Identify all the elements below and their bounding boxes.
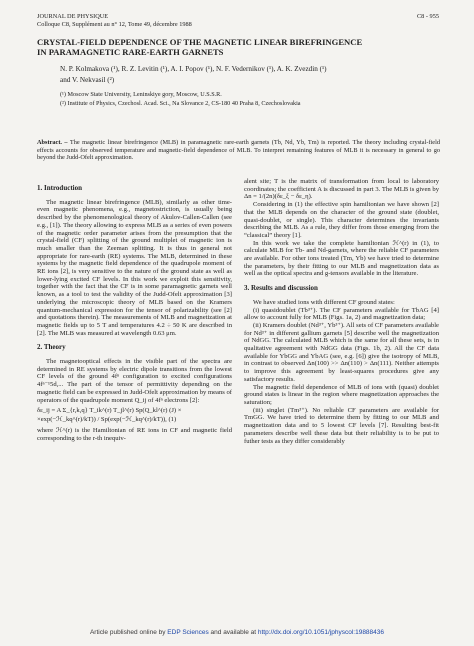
footer-middle: and available at (208, 629, 258, 636)
footer-prefix: Article published online by (89, 629, 168, 636)
paragraph: (iii) singlet (Tm³⁺). No reliable CF parameters are available for TmGG. We have tried to determine them by fitting to our MLB and magnetization data and to 5 lowest CF levels [7]. Resulting best-fit parameters describe well these data but their reliability is to be put to futher tests as they differ considerably (244, 406, 439, 445)
equation-line: ×exp(−ℋ_kq^(r)/kT)) / Sp(exp(−ℋ_kq^(r)/kT)), (1) (37, 415, 177, 423)
affiliation-2: (²) Institute of Physics, Czechosl. Acad. Sci., Na Slovance 2, CS-180 40 Praha 8, Czechoslovakia (60, 100, 301, 107)
paragraph: The magnetic field dependence of MLB of ions with (quasi) doublet ground states is linear in the region where magnetization approaches the saturation; (244, 383, 439, 406)
left-column (37, 178, 232, 443)
paragraph: In this work we take the complete hamiltonian ℋ^(r) in (1), to calculate MLB for Tb- and Nd-garnets, where the reliable CF parameters are available. For other ions treated (Tm, Yb) we have tried to determine the parameters, by their fitting to our MLB and magnetization data as well as the optical spectra and g-tensors available in the literature. (244, 239, 439, 278)
abstract-label: Abstract. – (37, 139, 68, 146)
author-line: N. P. Kolmakova (¹), R. Z. Levitin (¹), A. I. Popov (¹), N. F. Vedernikov (¹), A. K. Zvezdin (¹) (60, 65, 327, 73)
equation-line: δε_ij = A Σ_{r,k,q} T_ik^(r) T_jl^(r) Sp(Q_kl^(r) (J) × (37, 407, 182, 415)
abstract-text: The magnetic linear birefringence (MLB) in paramagnetic rare-earth garnets (Tb, Nd, Yb, Tm) is reported. The theory including crystal-field effects accounts for observed temperature and magnetic-field dependence of MLB. To interpret remaining features of MLB it is necessary in general to go beyond the Judd-Ofelt approximation. (37, 139, 440, 162)
paragraph: (i) quasidoublet (Tb³⁺). The CF parameters available for TbAG [4] allow to account fully for MLB (Figs. 1a, 2) and magnetization data; (244, 306, 439, 322)
paragraph: We have studied ions with different CF ground states: (253, 298, 395, 306)
affiliation-1: (¹) Moscow State University, Leninskiye gory, Moscow, U.S.S.R. (60, 91, 222, 98)
section-heading-introduction: 1. Introduction (37, 184, 82, 192)
journal-name: JOURNAL DE PHYSIQUE (37, 13, 109, 20)
equation-1 (37, 407, 232, 424)
edp-sciences-link[interactable]: EDP Sciences (167, 629, 209, 636)
section-heading-theory: 2. Theory (37, 343, 66, 352)
section-heading-results: 3. Results and discussion (244, 284, 318, 293)
right-column (244, 178, 439, 445)
paragraph: (ii) Kramers doublet (Nd³⁺, Yb³⁺). All sets of CF parameters available for Nd³⁺ in different gallium garnets [5] describe well the magnetization of NdGG. The calculated MLB which is the same for all these sets, is in qualitative agreement with NdGG data (Figs. 1b, 2). All the CF data available for YbGG and YbAG (see, e.g. [6]) give the isotropy of MLB, in contrast to observed Δn(100) >> Δn(110) > Δn(111). Neither attempts to improve this agreement by least-squares procedures give any satisfactory results. (244, 321, 439, 383)
author-list (60, 64, 440, 86)
page-number: C8 - 955 (416, 13, 439, 20)
title-line: CRYSTAL-FIELD DEPENDENCE OF THE MAGNETIC LINEAR BIREFRINGENCE (37, 37, 363, 47)
paper-title (37, 37, 437, 57)
paragraph: The magnetic linear birefringence (MLB), similarly as other time-even magnetic phenomena, e.g., magnetostriction, is usually being described by the phenomenological theory of Akulov-Callen-Callen (see e.g., [1]). The theory allowing to express MLB as a series of even powers of the magnetic order parameter arises from the presumption that the crystal-field (CF) splitting of the ground multiplet of magnetic ion is much smaller than the Zeeman splitting. It is thus in general not appropriate for rare-earth (RE) systems. The MLB, determined in these systems by the magnetic field dependence of the quadrupole moment of RE ions [2], is very sensitive to the nature of the ground state as well as lower-lying excited CF levels. In this work we exploit this sensitivity, together with the fact that the CF is in some paramagnetic garnets well known, as a tool to test the validity of the Judd-Ofelt approximation [3] underlying the microscopic theory of MLB based on the Kramers quantum-mechanical expression for the tensor of polarizability (see [2] and quotations therein). The measurements of MLB and magnetization at magnetic fields up to 5 T and temperatures 4.2 ÷ 50 K are described in [2]. The MLB was measured at wavelength 0.63 μm. (37, 198, 232, 337)
paragraph: alent site; T is the matrix of transformation from local to laboratory coordinates; the coefficient A is discussed in part 3. The MLB is given by Δn = 1/(2n)(δε_ξ − δε_η). (244, 178, 439, 201)
colloque-info: Colloque C8, Supplément au n° 12, Tome 49, décembre 1988 (37, 20, 192, 28)
paragraph: The magnetooptical effects in the visible part of the spectra are determined in RE systems by electric dipole transitions from the lowest CF levels of the ground 4fⁿ configuration to excited configurations 4fⁿ⁻¹5d,... The part of the tensor of permittivity depending on the magnetic field can be expressed in Judd-Ofelt approximation by means of operators of the quadrupole moment Q_ij of 4fⁿ electrons [2]: (37, 358, 232, 404)
author-line: and V. Nekvasil (²) (60, 76, 115, 84)
paragraph: where ℋ^(r) is the Hamiltonian of RE ions in CF and magnetic field corresponding to the r-th inequiv- (37, 427, 232, 442)
journal-header (37, 13, 192, 28)
title-line: IN PARAMAGNETIC RARE-EARTH GARNETS (37, 47, 224, 57)
doi-link[interactable]: http://dx.doi.org/10.1051/jphyscol:19888436 (257, 629, 385, 636)
abstract (37, 139, 440, 162)
paragraph: Considering in (1) the effective spin hamiltonian we have shown [2] that the MLB depends on the character of the ground state (doublet, quasi-doublet, or single). This character determines the invariants describing the MLB. As a rule, they differ from those emerging from the “classical” theory [1]. (244, 201, 439, 239)
publication-footer (0, 629, 474, 636)
